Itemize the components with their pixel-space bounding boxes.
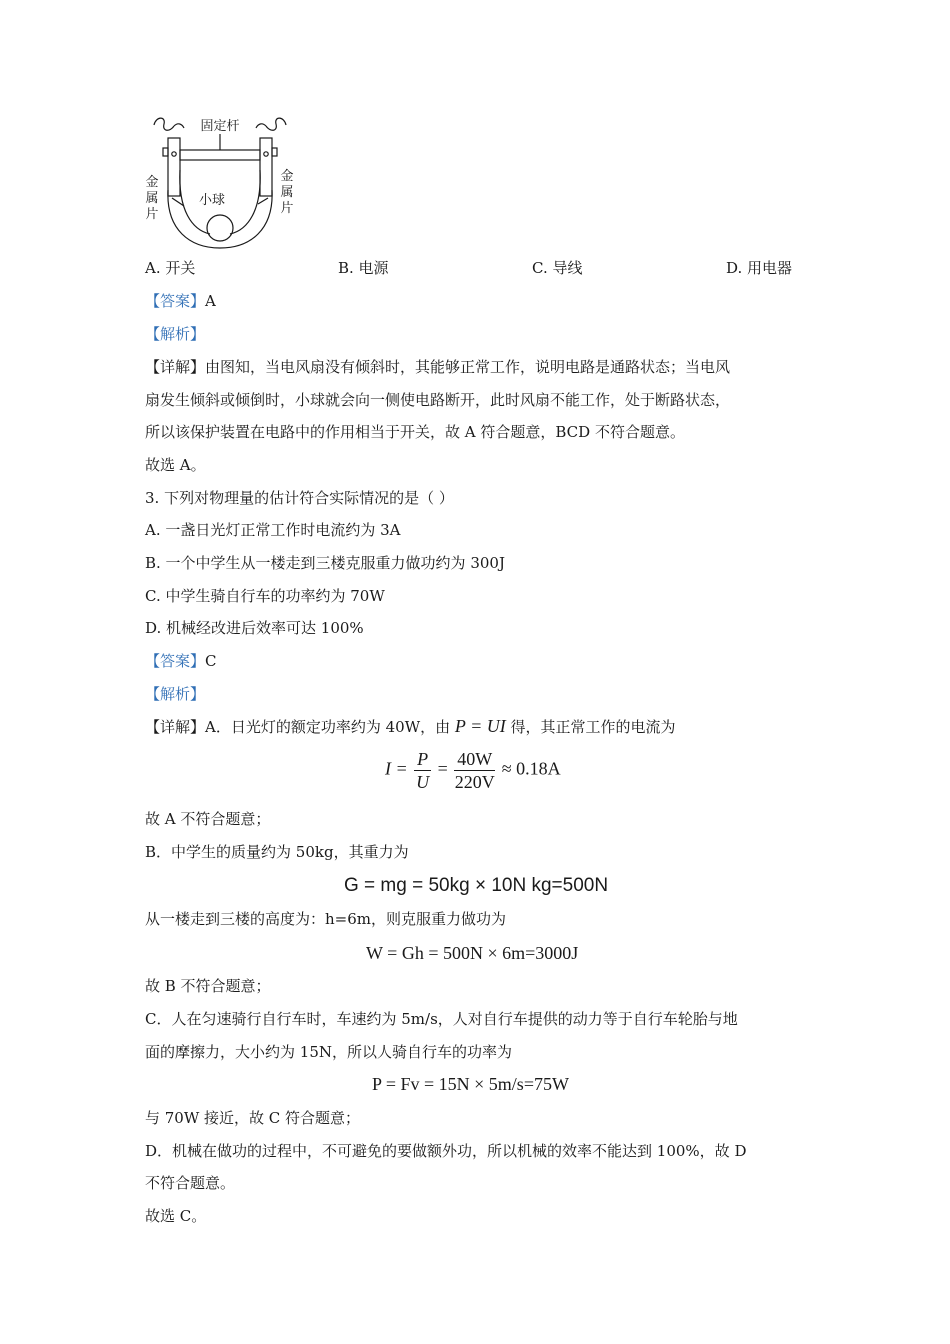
label-left-metal-3: 片: [145, 207, 159, 222]
q3-b-result: 故 B 不符合题意；: [145, 977, 271, 995]
q3-c-line-2: 面的摩擦力，大小约为 15N，所以人骑自行车的功率为: [145, 1043, 512, 1061]
q2-answer-tag: 【答案】: [145, 292, 206, 310]
q3-a-frac2-den: 220V: [454, 772, 495, 792]
q3-detail-tag: 【详解】: [145, 718, 206, 736]
q3-answer: C: [205, 652, 217, 670]
q3-a-frac-1: [414, 748, 431, 793]
q3-answer-tag: 【答案】: [145, 652, 206, 670]
q3-stem: 3. 下列对物理量的估计符合实际情况的是（ ）: [145, 489, 454, 507]
label-right-metal-3: 片: [280, 201, 294, 216]
q3-a-frac-2: [454, 748, 495, 793]
q3-a-frac1-num: P: [417, 749, 429, 769]
label-right-metal-1: 金: [280, 169, 294, 184]
q3-c-formula: P = Fv = 15N × 5m/s=75W: [372, 1074, 569, 1094]
q2-detail-line-3: 所以该保护装置在电路中的作用相当于开关，故 A 符合题意，BCD 不符合题意。: [145, 423, 685, 441]
q3-a-frac2-num: 40W: [454, 748, 495, 771]
q3-option-a: A. 一盏日光灯正常工作时电流约为 3A: [145, 521, 401, 539]
q2-option-d: D. 用电器: [726, 259, 793, 277]
q3-a-intro-formula: P = UI: [454, 716, 506, 736]
q2-option-a: A. 开关: [145, 259, 196, 277]
label-fixed-rod: 固定杆: [200, 119, 240, 134]
q3-c-result: 与 70W 接近，故 C 符合题意；: [145, 1109, 361, 1127]
q3-a-frac1-den: U: [416, 772, 430, 792]
q3-a-result: 故 A 不符合题意；: [145, 810, 271, 828]
q3-a-formula-lhs: I =: [385, 758, 408, 779]
q2-answer-line: [145, 291, 216, 311]
q3-a-formula: I = $\frac{P}{U}$ = $\frac{40W}{220V}$ ≈ 0.18A: [385, 749, 561, 792]
q3-option-c: C. 中学生骑自行车的功率约为 70W: [145, 587, 385, 605]
tilt-switch-figure: [140, 110, 300, 250]
q3-a-intro-post: 得，其正常工作的电流为: [510, 718, 676, 736]
q3-option-b: B. 一个中学生从一楼走到三楼克服重力做功约为 300J: [145, 554, 505, 572]
q3-b-formula-1: G = mg = 50kg × 10N kg=500N: [344, 875, 609, 896]
q3-a-intro-pre: A．日光灯的额定功率约为 40W，由: [205, 718, 451, 736]
q3-b-height: 从一楼走到三楼的高度为：h=6m，则克服重力做功为: [145, 910, 506, 928]
q2-option-c: C. 导线: [532, 259, 583, 277]
label-right-metal-2: 属: [280, 185, 294, 200]
q2-detail-line-2: 扇发生倾斜或倾倒时，小球就会向一侧使电路断开，此时风扇不能工作，处于断路状态，: [145, 391, 731, 409]
q3-c-line-1: C．人在匀速骑行自行车时，车速约为 5m/s，人对自行车提供的动力等于自行车轮胎与地: [145, 1010, 738, 1028]
q3-option-d: D. 机械经改进后效率可达 100%: [145, 619, 364, 637]
q3-a-formula-rhs: ≈ 0.18A: [501, 758, 561, 779]
q2-detail-text-1: 由图知，当电风扇没有倾斜时，其能够正常工作，说明电路是通路状态；当电风: [205, 358, 731, 376]
q3-detail-a-intro: [145, 716, 676, 737]
label-ball: 小球: [198, 193, 226, 208]
q2-option-b: B. 电源: [338, 259, 389, 277]
q3-answer-line: [145, 651, 217, 671]
q2-detail-line-1: [145, 357, 730, 377]
q3-d-line-2: 不符合题意。: [145, 1174, 236, 1192]
q3-conclusion: 故选 C。: [145, 1207, 207, 1225]
q3-b-formula-2: W = Gh = 500N × 6m=3000J: [366, 943, 579, 963]
label-left-metal-1: 金: [145, 175, 159, 190]
q2-conclusion: 故选 A。: [145, 456, 206, 474]
q2-analysis-tag: 【解析】: [145, 325, 206, 343]
q2-answer: A: [205, 292, 216, 310]
q3-b-intro: B．中学生的质量约为 50kg，其重力为: [145, 843, 409, 861]
q3-d-line-1: D．机械在做功的过程中，不可避免的要做额外功，所以机械的效率不能达到 100%，故 D: [145, 1142, 747, 1160]
q3-analysis-tag: 【解析】: [145, 685, 206, 703]
label-left-metal-2: 属: [145, 191, 159, 206]
q2-detail-tag: 【详解】: [145, 358, 206, 376]
